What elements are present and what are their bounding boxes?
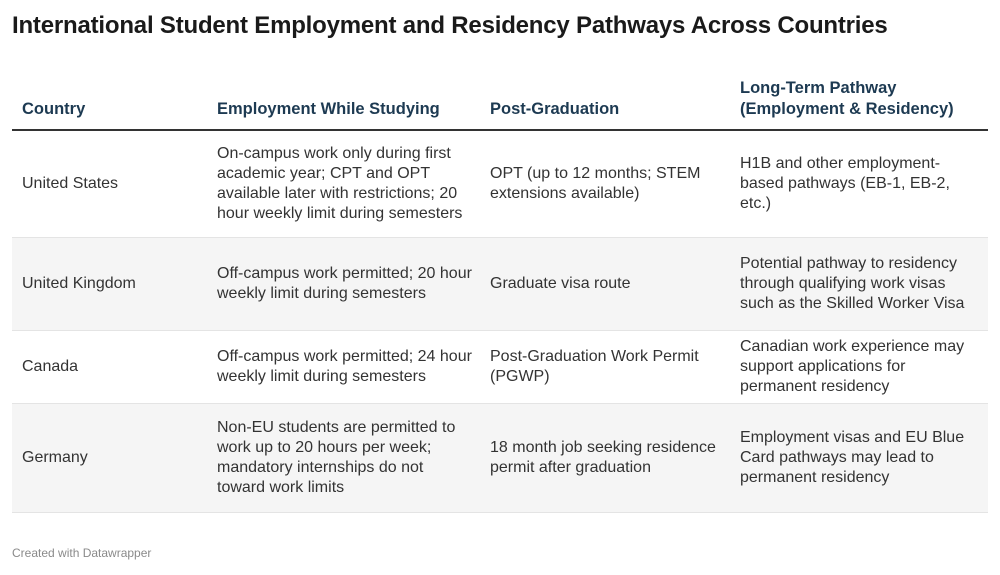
table-cell-long-term: Employment visas and EU Blue Card pathways may lead to permanent residency — [730, 404, 988, 513]
table-row — [12, 404, 988, 513]
column-header-post-graduation: Post-Graduation — [480, 78, 730, 130]
column-header-employment-while-studying: Employment While Studying — [207, 78, 480, 130]
table-cell-employment: Off-campus work permitted; 20 hour weekly limit during semesters — [207, 238, 480, 331]
table-cell-country: United States — [12, 130, 207, 238]
column-header-country: Country — [12, 78, 207, 130]
table-cell-post-graduation: Graduate visa route — [480, 238, 730, 331]
table-cell-country: Germany — [12, 404, 207, 513]
datawrapper-credit: Created with Datawrapper — [12, 546, 152, 560]
table-cell-long-term: H1B and other employment-based pathways (EB-1, EB-2, etc.) — [730, 130, 988, 238]
table-cell-post-graduation: 18 month job seeking residence permit after graduation — [480, 404, 730, 513]
table-cell-employment: On-campus work only during first academic year; CPT and OPT available later with restrictions; 20 hour weekly limit during semesters — [207, 130, 480, 238]
table-cell-post-graduation: Post-Graduation Work Permit (PGWP) — [480, 331, 730, 404]
table-cell-employment: Off-campus work permitted; 24 hour weekly limit during semesters — [207, 331, 480, 404]
table-row — [12, 331, 988, 404]
table-cell-employment: Non-EU students are permitted to work up to 20 hours per week; mandatory internships do not toward work limits — [207, 404, 480, 513]
table-cell-country: United Kingdom — [12, 238, 207, 331]
table-header-row — [12, 78, 988, 130]
table-cell-country: Canada — [12, 331, 207, 404]
table-row — [12, 238, 988, 331]
table-cell-long-term: Canadian work experience may support applications for permanent residency — [730, 331, 988, 404]
table-cell-long-term: Potential pathway to residency through qualifying work visas such as the Skilled Worker Visa — [730, 238, 988, 331]
column-header-long-term-pathway: Long-Term Pathway (Employment & Residency) — [730, 78, 988, 130]
table-row — [12, 130, 988, 238]
page-title: International Student Employment and Residency Pathways Across Countries — [12, 12, 888, 39]
table-cell-post-graduation: OPT (up to 12 months; STEM extensions available) — [480, 130, 730, 238]
pathways-table — [12, 78, 988, 513]
